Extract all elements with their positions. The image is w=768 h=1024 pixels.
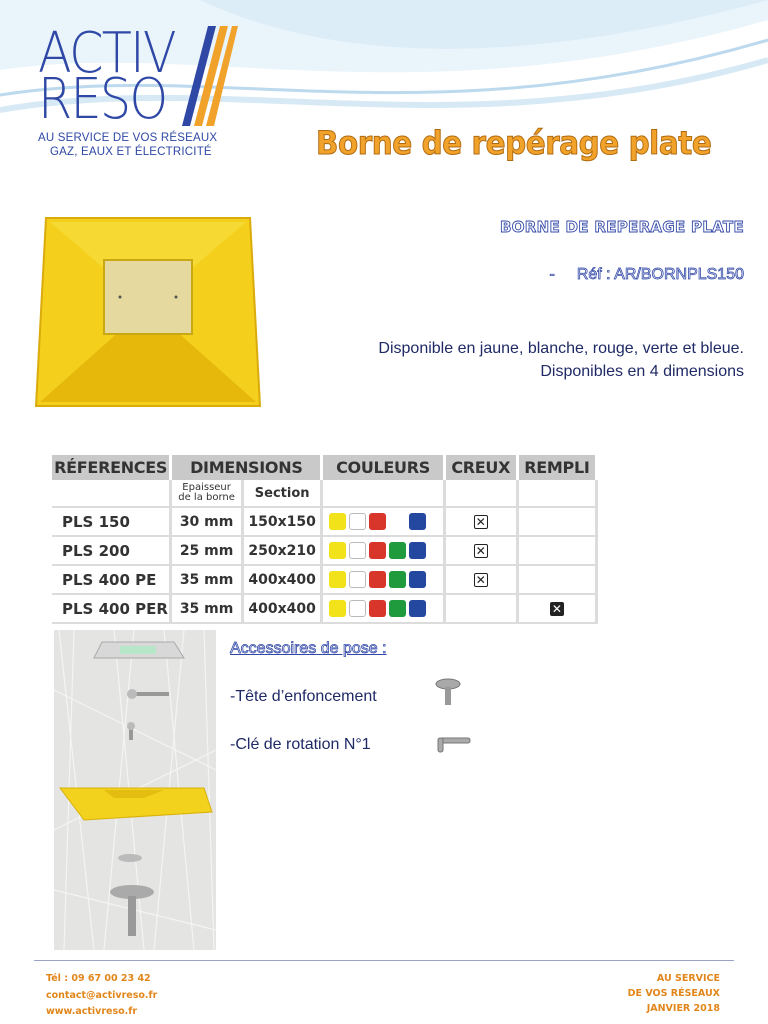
- sub-thickness: [171, 480, 243, 507]
- creux-check-icon: ✕: [475, 543, 486, 558]
- accessories-title: [230, 640, 387, 658]
- header-dimensions: DIMENSIONS: [171, 455, 322, 480]
- row-rempli: [517, 594, 596, 623]
- table-row: [52, 594, 597, 623]
- footer-phone: Tél : 09 67 00 23 42: [46, 973, 151, 984]
- row-reference: PLS 400 PER: [52, 594, 171, 623]
- color-swatch-yellow: [329, 571, 346, 588]
- accessory-item-rotation-key: -Clé de rotation N°1: [230, 736, 371, 753]
- product-reference: [549, 266, 744, 284]
- footer-divider: [34, 960, 734, 961]
- ref-text: Réf : AR/BORNPLS150: [576, 266, 744, 283]
- row-rempli: [517, 507, 596, 536]
- references-table: [52, 455, 598, 624]
- row-colors: [322, 507, 444, 536]
- logo-text-activ: ACTIV: [38, 21, 175, 86]
- sub-empty: [322, 480, 444, 507]
- footer-right-2: DE VOS RÉSEAUX: [627, 988, 720, 999]
- row-thickness: 25 mm: [171, 536, 243, 565]
- driving-head-image: [428, 672, 478, 712]
- footer-website[interactable]: www.activreso.fr: [46, 1006, 138, 1017]
- rempli-check-icon: ✕: [551, 601, 562, 616]
- table-header-row: [52, 455, 597, 480]
- color-swatch-green: [389, 571, 406, 588]
- color-swatch-yellow: [329, 600, 346, 617]
- row-creux: [444, 565, 517, 594]
- color-swatch-yellow: [329, 513, 346, 530]
- sub-empty: [517, 480, 596, 507]
- color-swatch-white: [349, 513, 366, 530]
- color-swatch-blue: [409, 513, 426, 530]
- color-swatch-blue: [409, 571, 426, 588]
- color-swatch-red: [369, 600, 386, 617]
- color-swatch-blue: [409, 542, 426, 559]
- table-subheader-row: [52, 480, 597, 507]
- row-reference: PLS 200: [52, 536, 171, 565]
- row-colors: [322, 536, 444, 565]
- header-references: RÉFERENCES: [52, 455, 171, 480]
- row-thickness: 30 mm: [171, 507, 243, 536]
- availability-colors: Disponible en jaune, blanche, rouge, verte et bleue.: [378, 340, 744, 357]
- creux-check-icon: ✕: [475, 514, 486, 529]
- logo-tagline-1: AU SERVICE DE VOS RÉSEAUX: [38, 132, 218, 144]
- color-swatch-empty: [389, 513, 406, 530]
- row-colors: [322, 565, 444, 594]
- color-swatch-white: [349, 542, 366, 559]
- color-swatch-red: [369, 542, 386, 559]
- logo-text-reso: RESO: [38, 67, 167, 132]
- row-creux: [444, 594, 517, 623]
- sub-empty: [444, 480, 517, 507]
- table-row: [52, 536, 597, 565]
- page-title: Borne de repérage plate: [316, 124, 712, 162]
- creux-check-icon: ✕: [475, 572, 486, 587]
- header-colors: COULEURS: [322, 455, 444, 480]
- row-reference: PLS 400 PE: [52, 565, 171, 594]
- row-thickness: 35 mm: [171, 594, 243, 623]
- color-swatch-green: [389, 542, 406, 559]
- color-swatch-yellow: [329, 542, 346, 559]
- color-swatch-red: [369, 513, 386, 530]
- accessories-title-colon: :: [382, 640, 387, 657]
- color-swatch-red: [369, 571, 386, 588]
- accessories-title-text: Accessoires de pose: [230, 640, 383, 657]
- row-reference: PLS 150: [52, 507, 171, 536]
- row-section: 150x150: [242, 507, 321, 536]
- product-image: [28, 196, 268, 428]
- sub-thickness-1: Epaisseur: [182, 482, 231, 493]
- footer-right-1: AU SERVICE: [656, 973, 720, 984]
- footer-email[interactable]: contact@activreso.fr: [46, 990, 158, 1001]
- row-section: 250x210: [242, 536, 321, 565]
- row-creux: [444, 507, 517, 536]
- color-swatch-white: [349, 600, 366, 617]
- sub-thickness-2: de la borne: [178, 492, 235, 503]
- table-row: [52, 565, 597, 594]
- logo-tagline-2: GAZ, EAUX ET ÉLECTRICITÉ: [50, 146, 212, 158]
- row-section: 400x400: [242, 565, 321, 594]
- availability-sizes: Disponibles en 4 dimensions: [540, 363, 744, 380]
- color-swatch-green: [389, 600, 406, 617]
- row-thickness: 35 mm: [171, 565, 243, 594]
- footer-right-3: JANVIER 2018: [646, 1003, 720, 1014]
- accessory-item-driving-head: -Tête d’enfoncement: [230, 688, 377, 705]
- row-rempli: [517, 565, 596, 594]
- product-heading: BORNE DE REPERAGE PLATE: [499, 218, 744, 236]
- row-creux: [444, 536, 517, 565]
- sub-section: Section: [242, 480, 321, 507]
- header-creux: CREUX: [444, 455, 517, 480]
- logo-slashes-icon: [178, 26, 238, 126]
- row-colors: [322, 594, 444, 623]
- installation-image: [54, 630, 216, 950]
- header-rempli: REMPLI: [517, 455, 596, 480]
- color-swatch-white: [349, 571, 366, 588]
- row-section: 400x400: [242, 594, 321, 623]
- color-swatch-blue: [409, 600, 426, 617]
- ref-dash: -: [549, 266, 555, 283]
- table-row: [52, 507, 597, 536]
- sub-empty: [52, 480, 171, 507]
- rotation-key-image: [428, 724, 478, 764]
- row-rempli: [517, 536, 596, 565]
